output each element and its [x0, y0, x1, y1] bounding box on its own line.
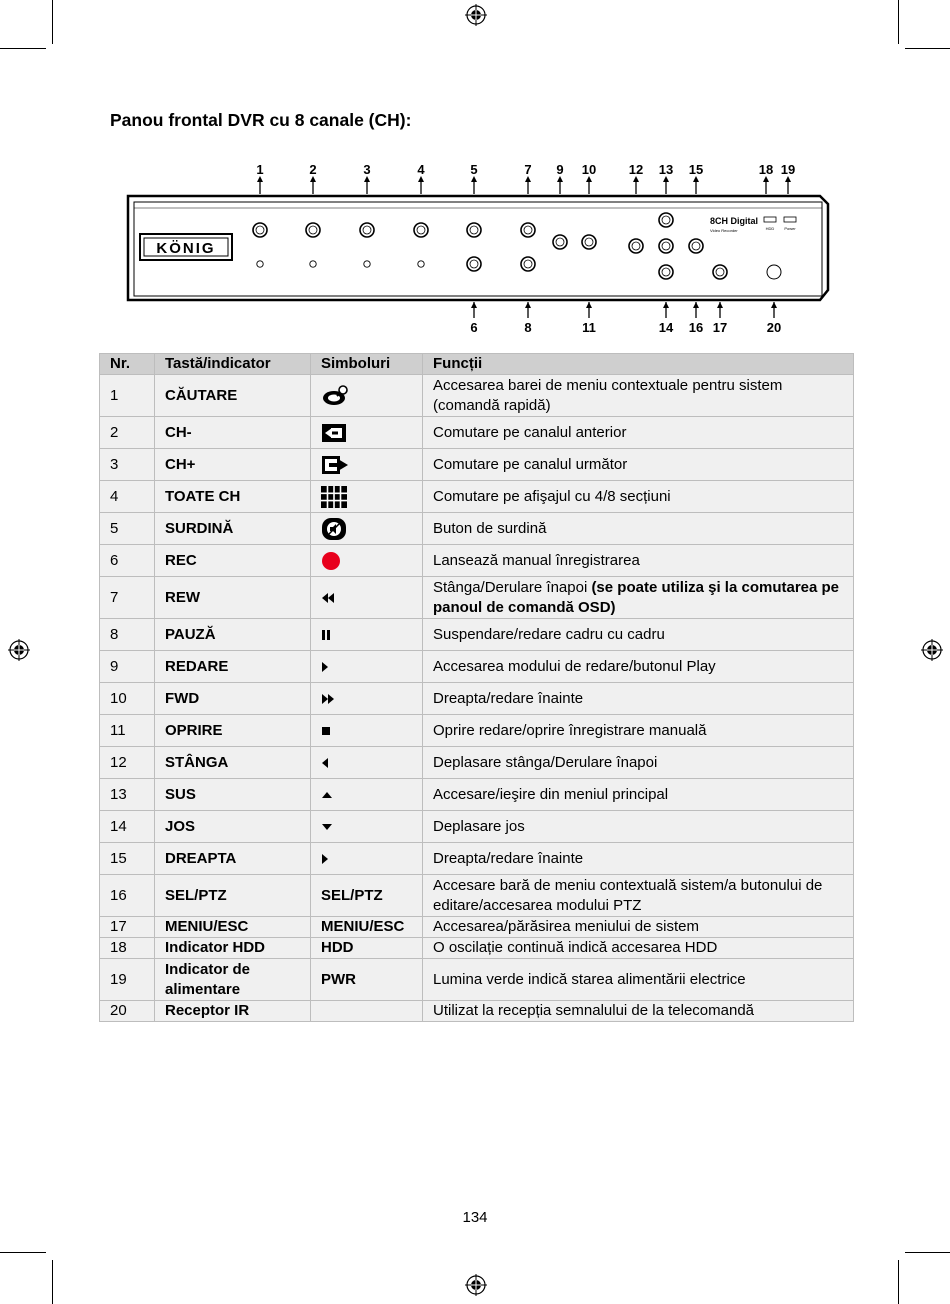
cell-key: REC — [155, 545, 311, 577]
panel-button — [689, 239, 703, 253]
callout-number: 15 — [688, 162, 704, 177]
cell-key: SUS — [155, 779, 311, 811]
cell-key: JOS — [155, 811, 311, 843]
table-row — [100, 747, 854, 779]
callout-arrow — [525, 302, 531, 308]
function-text: Accesare bară de meniu contextuală sistem/a butonului de editare/accesarea modului PTZ — [433, 876, 823, 914]
callout-number: 3 — [363, 162, 371, 177]
dvr-front-panel-diagram — [120, 160, 840, 340]
function-text: O oscilație continuă indică accesarea HDD — [433, 939, 718, 956]
panel-button — [521, 257, 535, 271]
cell-function — [423, 843, 854, 875]
cell-key: TOATE CH — [155, 481, 311, 513]
function-table — [99, 353, 854, 1022]
cell-key: REW — [155, 577, 311, 619]
panel-button — [414, 223, 428, 237]
cell-nr: 2 — [100, 417, 155, 449]
cell-function — [423, 779, 854, 811]
table-row — [100, 959, 854, 1001]
registration-mark-icon — [8, 639, 30, 661]
cell-symbol — [311, 1001, 423, 1022]
cell-function — [423, 1001, 854, 1022]
panel-button — [306, 223, 320, 237]
function-text: Lansează manual înregistrarea — [433, 551, 640, 569]
cell-symbol — [311, 938, 423, 959]
cell-key: CH+ — [155, 449, 311, 481]
function-text: Stânga/Derulare înapoi — [433, 578, 592, 596]
model-sublabel: Video Recorder — [710, 228, 738, 233]
cell-function — [423, 481, 854, 513]
section-title: Panou frontal DVR cu 8 canale (CH): — [110, 110, 412, 130]
function-text: Accesare/ieşire din meniul principal — [433, 785, 669, 803]
cell-symbol — [311, 715, 423, 747]
callout-number: 11 — [582, 320, 596, 335]
record-icon — [321, 551, 412, 571]
crop-mark — [905, 48, 950, 49]
callout-number: 20 — [766, 320, 782, 335]
table-header-row — [100, 354, 854, 375]
cell-function — [423, 811, 854, 843]
stop-icon — [321, 726, 412, 736]
cell-nr: 10 — [100, 683, 155, 715]
table-row — [100, 375, 854, 417]
channel-prev-icon — [321, 423, 412, 443]
panel-led — [364, 261, 370, 267]
table-row — [100, 779, 854, 811]
cell-key: SURDINĂ — [155, 513, 311, 545]
fast-forward-icon — [321, 693, 412, 705]
cell-nr: 6 — [100, 545, 155, 577]
panel-led — [257, 261, 263, 267]
function-text: Suspendare/redare cadru cu cadru — [433, 625, 665, 643]
callout-arrow — [663, 302, 669, 308]
callout-arrow — [586, 302, 592, 308]
header-functions: Funcții — [423, 354, 854, 375]
panel-button — [521, 223, 535, 237]
table-row — [100, 875, 854, 917]
callout-number: 19 — [780, 162, 796, 177]
crop-mark — [52, 0, 53, 44]
cell-key: REDARE — [155, 651, 311, 683]
function-text: Accesarea/părăsirea meniului de sistem — [433, 918, 699, 935]
cell-key: CĂUTARE — [155, 375, 311, 417]
cell-function — [423, 619, 854, 651]
cell-function — [423, 449, 854, 481]
callout-arrow — [693, 302, 699, 308]
callout-number: 12 — [628, 162, 644, 177]
header-key: Tastă/indicator — [155, 354, 311, 375]
cell-key: CH- — [155, 417, 311, 449]
table-row — [100, 619, 854, 651]
cell-key: Receptor IR — [155, 1001, 311, 1022]
callout-number: 16 — [688, 320, 704, 335]
table-row — [100, 917, 854, 938]
table-row — [100, 577, 854, 619]
callout-number: 7 — [524, 162, 532, 177]
function-text: Comutare pe afişajul cu 4/8 secțiuni — [433, 487, 671, 505]
panel-button — [553, 235, 567, 249]
function-text: Comutare pe canalul anterior — [433, 423, 627, 441]
hdd-led-label: HDD — [765, 226, 775, 231]
cell-nr: 17 — [100, 917, 155, 938]
cell-symbol — [311, 651, 423, 683]
table-row — [100, 715, 854, 747]
cell-key: PAUZĂ — [155, 619, 311, 651]
arrow-down-icon — [321, 823, 412, 831]
callout-arrow — [471, 302, 477, 308]
callout-number: 10 — [581, 162, 597, 177]
table-row — [100, 938, 854, 959]
grid-icon — [321, 486, 412, 508]
cell-symbol — [311, 747, 423, 779]
callout-number: 2 — [309, 162, 317, 177]
panel-button — [713, 265, 727, 279]
model-label: 8CH Digital — [710, 216, 759, 226]
cell-nr: 11 — [100, 715, 155, 747]
cell-nr: 13 — [100, 779, 155, 811]
panel-button — [629, 239, 643, 253]
cell-symbol — [311, 449, 423, 481]
play-icon — [321, 661, 412, 673]
cell-key: FWD — [155, 683, 311, 715]
cell-symbol — [311, 917, 423, 938]
callout-number: 13 — [658, 162, 674, 177]
table-row — [100, 449, 854, 481]
function-text: Dreapta/redare înainte — [433, 849, 584, 867]
cell-key: Indicator HDD — [155, 938, 311, 959]
function-text: Deplasare stânga/Derulare înapoi — [433, 753, 658, 771]
panel-button — [659, 265, 673, 279]
channel-next-icon — [321, 455, 412, 475]
panel-led — [418, 261, 424, 267]
crop-mark — [0, 48, 46, 49]
cell-function — [423, 513, 854, 545]
cell-symbol — [311, 513, 423, 545]
panel-button — [582, 235, 596, 249]
callout-number: 18 — [758, 162, 774, 177]
cell-nr: 20 — [100, 1001, 155, 1022]
cell-key: DREAPTA — [155, 843, 311, 875]
cell-function — [423, 375, 854, 417]
callout-arrow — [717, 302, 723, 308]
cell-key: Indicator de alimentare — [155, 959, 311, 1001]
cell-key: SEL/PTZ — [155, 875, 311, 917]
function-text: Comutare pe canalul următor — [433, 455, 628, 473]
table-row — [100, 843, 854, 875]
power-led-label: Power — [784, 226, 796, 231]
cell-function — [423, 959, 854, 1001]
cell-nr: 4 — [100, 481, 155, 513]
arrow-up-icon — [321, 791, 412, 799]
function-text: Deplasare jos — [433, 817, 525, 835]
cell-nr: 8 — [100, 619, 155, 651]
cell-symbol — [311, 375, 423, 417]
crop-mark — [0, 1252, 46, 1253]
table-row — [100, 651, 854, 683]
cell-symbol — [311, 779, 423, 811]
crop-mark — [52, 1260, 53, 1304]
cell-function — [423, 651, 854, 683]
arrow-right-icon — [321, 853, 412, 865]
cell-function — [423, 875, 854, 917]
cell-nr: 7 — [100, 577, 155, 619]
panel-button — [659, 239, 673, 253]
cell-symbol — [311, 959, 423, 1001]
mute-icon — [321, 517, 412, 541]
cell-function — [423, 917, 854, 938]
registration-mark-icon — [465, 1274, 487, 1296]
cell-symbol — [311, 683, 423, 715]
function-text: Oprire redare/oprire înregistrare manuală — [433, 721, 707, 739]
crop-mark — [905, 1252, 950, 1253]
cell-symbol — [311, 875, 423, 917]
search-icon — [321, 385, 412, 407]
cell-key: MENIU/ESC — [155, 917, 311, 938]
callout-number: 8 — [524, 320, 532, 335]
function-text: Accesarea barei de meniu contextuale pentru sistem (comandă rapidă) — [433, 376, 783, 414]
cell-nr: 12 — [100, 747, 155, 779]
header-symbols: Simboluri — [311, 354, 423, 375]
symbol-text: SEL/PTZ — [321, 886, 383, 904]
cell-nr: 3 — [100, 449, 155, 481]
panel-button — [659, 213, 673, 227]
table-row — [100, 811, 854, 843]
table-row — [100, 545, 854, 577]
callout-number: 4 — [417, 162, 425, 177]
callout-number: 1 — [256, 162, 264, 177]
callout-number: 14 — [658, 320, 674, 335]
cell-function — [423, 417, 854, 449]
cell-function — [423, 938, 854, 959]
table-row — [100, 417, 854, 449]
crop-mark — [898, 0, 899, 44]
callout-number: 5 — [470, 162, 478, 177]
table-row — [100, 1001, 854, 1022]
cell-function — [423, 577, 854, 619]
symbol-text: MENIU/ESC — [321, 918, 405, 935]
symbol-text: HDD — [321, 939, 354, 956]
cell-nr: 19 — [100, 959, 155, 1001]
function-text: Dreapta/redare înainte — [433, 689, 584, 707]
cell-symbol — [311, 417, 423, 449]
cell-nr: 15 — [100, 843, 155, 875]
cell-symbol — [311, 843, 423, 875]
cell-symbol — [311, 619, 423, 651]
table-row — [100, 513, 854, 545]
cell-nr: 16 — [100, 875, 155, 917]
brand-logo: KÖNIG — [156, 240, 216, 257]
cell-key: OPRIRE — [155, 715, 311, 747]
function-note: (se poate utiliza şi la comutarea pe panoul de comandă OSD) — [433, 578, 840, 616]
callout-number: 6 — [470, 320, 478, 335]
cell-symbol — [311, 545, 423, 577]
callout-arrow — [771, 302, 777, 308]
rewind-icon — [321, 592, 412, 604]
cell-nr: 5 — [100, 513, 155, 545]
panel-button — [360, 223, 374, 237]
cell-function — [423, 683, 854, 715]
header-nr: Nr. — [100, 354, 155, 375]
table-row — [100, 683, 854, 715]
cell-nr: 9 — [100, 651, 155, 683]
cell-symbol — [311, 577, 423, 619]
panel-button — [253, 223, 267, 237]
cell-key: STÂNGA — [155, 747, 311, 779]
cell-symbol — [311, 481, 423, 513]
cell-nr: 14 — [100, 811, 155, 843]
cell-function — [423, 545, 854, 577]
function-text: Accesarea modului de redare/butonul Play — [433, 657, 716, 675]
symbol-text: PWR — [321, 970, 356, 988]
cell-nr: 1 — [100, 375, 155, 417]
cell-nr: 18 — [100, 938, 155, 959]
cell-symbol — [311, 811, 423, 843]
panel-led — [310, 261, 316, 267]
crop-mark — [898, 1260, 899, 1304]
arrow-left-icon — [321, 757, 412, 769]
panel-button — [467, 257, 481, 271]
registration-mark-icon — [465, 4, 487, 26]
function-text: Buton de surdină — [433, 519, 547, 537]
panel-button — [467, 223, 481, 237]
function-text: Utilizat la recepția semnalului de la telecomandă — [433, 1002, 755, 1019]
callout-number: 9 — [556, 162, 564, 177]
callout-number: 17 — [712, 320, 728, 335]
page-number: 134 — [462, 1209, 488, 1226]
cell-function — [423, 715, 854, 747]
cell-function — [423, 747, 854, 779]
table-row — [100, 481, 854, 513]
function-text: Lumina verde indică starea alimentării electrice — [433, 970, 746, 988]
registration-mark-icon — [921, 639, 943, 661]
pause-icon — [321, 629, 412, 641]
